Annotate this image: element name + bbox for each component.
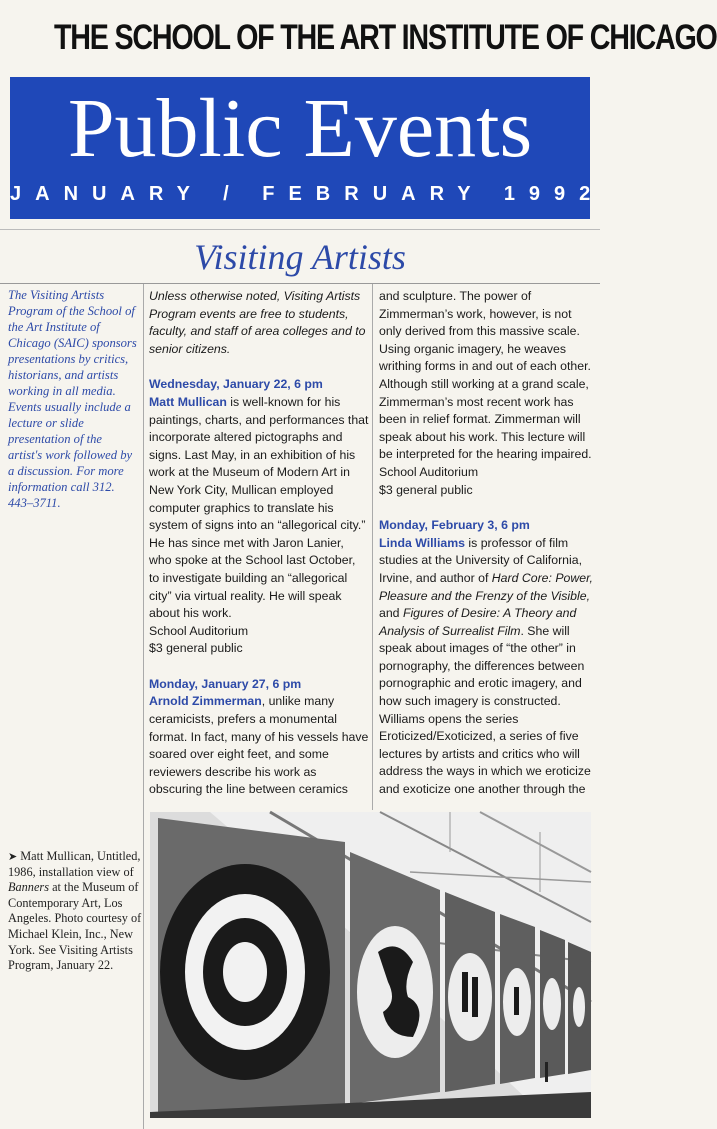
event-body-2 xyxy=(149,693,369,799)
intro-text: Unless otherwise noted, Visiting Artists Program events are free to students, faculty, and staff of area colleges and to senior citizens. xyxy=(149,289,366,356)
book-title-1: Hard Core: Power, Pleasure and the Frenzy of the Visible, xyxy=(379,570,593,603)
caption-arrow-icon: ➤ xyxy=(8,850,18,863)
event-body-3 xyxy=(379,535,594,799)
event-venue-2: School Auditorium xyxy=(379,464,479,479)
event-text-3a: is professor of film studies at the University of California, Irvine, and author of xyxy=(379,535,582,585)
public-events-banner xyxy=(10,77,605,219)
column-2 xyxy=(379,288,594,799)
banner-title: Public Events xyxy=(67,82,533,175)
caption-text-2: at the Museum of Contemporary Art, Los Angeles. Photo courtesy of Michael Klein, Inc., New York. See Visiting Artists Program, January 22. xyxy=(8,880,142,973)
event-text-3b: and xyxy=(379,606,403,621)
section-rule xyxy=(0,283,600,284)
banner-date: JANUARY / FEBRUARY 1992 xyxy=(10,183,605,205)
event-price-2: $3 general public xyxy=(379,482,473,497)
column-divider-1 xyxy=(143,284,144,1129)
event-text-3c: . She will speak about images of “the other” in pornography, the differences between pornographic and erotic imagery, and how such imagery is constructed. Williams opens the series Eroticized/Exoticized, a series of five lectures by artists and critics who will address the ways in which we eroticize and exoticize one another through the xyxy=(379,623,591,797)
book-title-2: Figures of Desire: A Theory and Analysis of Surrealist Film xyxy=(379,606,577,638)
event-name-2: Arnold Zimmerman xyxy=(149,694,262,709)
top-rule xyxy=(0,229,600,230)
caption-work-title: Banners xyxy=(8,880,49,895)
event-date-2: Monday, January 27, 6 pm xyxy=(149,676,302,691)
event-text-2-cont: and sculpture. The power of Zimmerman’s work, however, is not only derived from this massive scale. Using organic imagery, he weaves writhing forms in and out of each other. Although still working at a grand scale, Zimmerman’s most recent work has been in relief format. Zimmerman will speak about his work. This lecture will be interpreted for the hearing impaired. xyxy=(379,289,592,462)
event-date-3: Monday, February 3, 6 pm xyxy=(379,518,530,533)
event-date-1: Wednesday, January 22, 6 pm xyxy=(149,377,323,392)
installation-photo xyxy=(150,812,591,1118)
photo-caption xyxy=(8,849,144,974)
event-name-3: Linda Williams xyxy=(379,535,465,550)
event-price-1: $3 general public xyxy=(149,641,243,656)
caption-text-1: Matt Mullican, Untitled, 1986, installation view of xyxy=(8,849,141,879)
column-1 xyxy=(149,288,369,799)
event-text-1: is well-known for his paintings, charts, and performances that incorporate altered pictographs and signs. Last May, in an exhibition of his work at the Museum of Modern Art in New York City, Mullican employed computer graphics to translate his system of signs into an “allegorical city.” He has since met with Jaron Lanier, who spoke at the School last October, to investigate building an “allegorical city” via virtual reality. He will speak about his work. xyxy=(149,394,369,621)
event-venue-1: School Auditorium xyxy=(149,623,249,638)
event-body-1 xyxy=(149,394,369,623)
sidebar-intro: The Visiting Artists Program of the School of the Art Institute of Chicago (SAIC) sponsors presentations by critics, historians, and artists working in all media. Events usually include a lecture or slide presentation of the artist's work followed by a discussion. For more information call 312. 443–3711. xyxy=(8,288,137,510)
column-divider-2 xyxy=(372,284,373,810)
banners-photo-image xyxy=(150,812,591,1118)
event-name-1: Matt Mullican xyxy=(149,394,227,409)
section-title: Visiting Artists xyxy=(194,237,406,277)
school-name: THE SCHOOL OF THE ART INSTITUTE OF CHICAGO xyxy=(54,18,717,57)
event-text-2: , unlike many ceramicists, prefers a monumental format. In fact, many of his vessels have soared over eight feet, and some reviewers describe his work as obscuring the line between ceramics xyxy=(149,694,369,797)
